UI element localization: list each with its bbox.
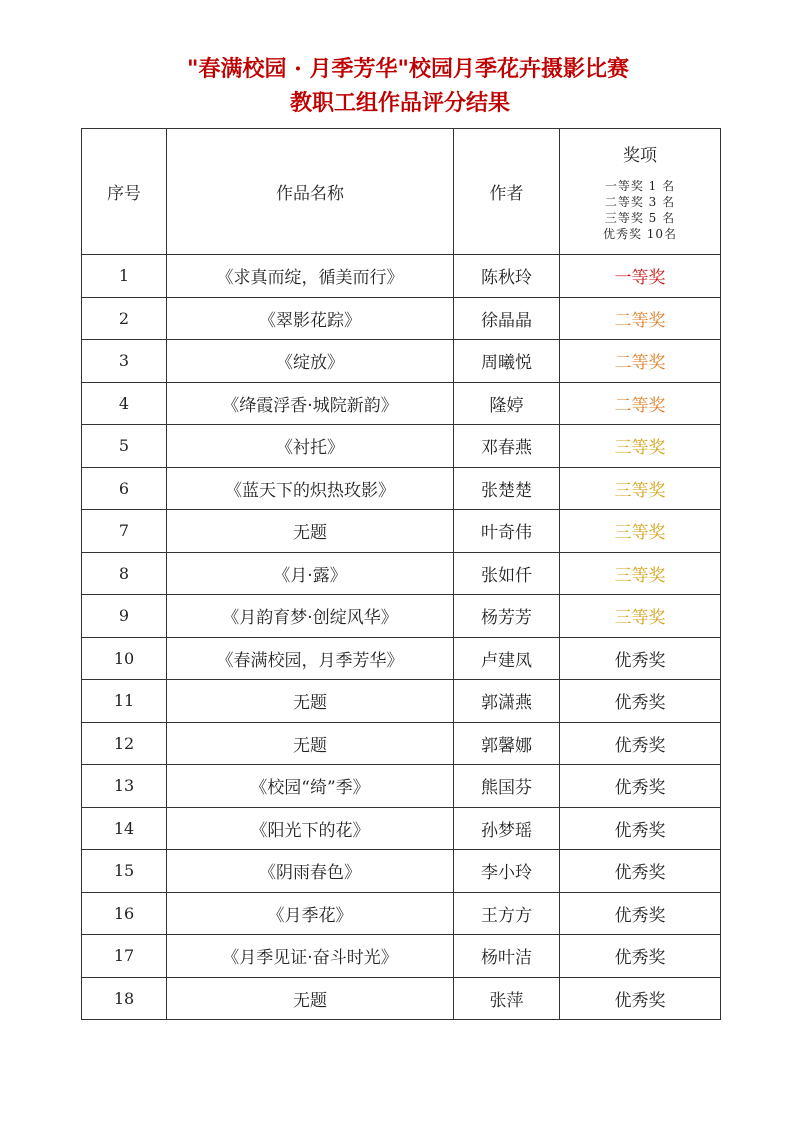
author-name: 李小玲	[454, 850, 560, 893]
award-value: 优秀奖	[560, 935, 721, 978]
author-name: 张如仟	[454, 552, 560, 595]
author-name: 隆婷	[454, 382, 560, 425]
table-row	[82, 680, 721, 723]
table-row	[82, 850, 721, 893]
author-name: 张楚楚	[454, 467, 560, 510]
table-row	[82, 935, 721, 978]
row-number: 13	[82, 765, 167, 808]
header-title: 作品名称	[167, 129, 454, 255]
work-title: 《蓝天下的炽热玫影》	[167, 467, 454, 510]
page-subtitle: 教职工组作品评分结果	[289, 90, 510, 116]
page-title: "春满校园 · 月季芳华"校园月季花卉摄影比赛	[187, 56, 629, 82]
table-row	[82, 340, 721, 383]
work-title: 《阳光下的花》	[167, 807, 454, 850]
author-name: 张萍	[454, 977, 560, 1020]
table-row	[82, 382, 721, 425]
header-no: 序号	[82, 129, 167, 255]
work-title: 《绛霞浮香·城院新韵》	[167, 382, 454, 425]
work-title: 《月韵育梦·创绽风华》	[167, 595, 454, 638]
author-name: 邓春燕	[454, 425, 560, 468]
row-number: 2	[82, 297, 167, 340]
author-name: 王方方	[454, 892, 560, 935]
work-title: 《绽放》	[167, 340, 454, 383]
work-title: 《春满校园，月季芳华》	[167, 637, 454, 680]
table-header-row	[82, 129, 721, 255]
work-title: 《月·露》	[167, 552, 454, 595]
award-value: 二等奖	[560, 382, 721, 425]
table-row	[82, 807, 721, 850]
author-name: 孙梦瑶	[454, 807, 560, 850]
author-name: 叶奇伟	[454, 510, 560, 553]
award-value: 优秀奖	[560, 850, 721, 893]
work-title: 《衬托》	[167, 425, 454, 468]
table-row	[82, 637, 721, 680]
author-name: 杨芳芳	[454, 595, 560, 638]
row-number: 11	[82, 680, 167, 723]
author-name: 周曦悦	[454, 340, 560, 383]
table-row	[82, 977, 721, 1020]
award-quota-second: 二等奖 3 名	[604, 195, 676, 209]
table-row	[82, 722, 721, 765]
work-title: 无题	[167, 977, 454, 1020]
row-number: 14	[82, 807, 167, 850]
author-name: 郭馨娜	[454, 722, 560, 765]
award-value: 三等奖	[560, 595, 721, 638]
award-quota-excellence: 优秀奖 10名	[602, 227, 678, 241]
work-title: 《阴雨春色》	[167, 850, 454, 893]
table-row	[82, 892, 721, 935]
table-row	[82, 765, 721, 808]
row-number: 9	[82, 595, 167, 638]
award-value: 优秀奖	[560, 722, 721, 765]
award-quota-first: 一等奖 1 名	[604, 179, 676, 193]
work-title: 《校园“绮”季》	[167, 765, 454, 808]
table-row	[82, 425, 721, 468]
table-row	[82, 595, 721, 638]
row-number: 4	[82, 382, 167, 425]
award-value: 优秀奖	[560, 765, 721, 808]
award-value: 三等奖	[560, 510, 721, 553]
work-title: 无题	[167, 510, 454, 553]
row-number: 3	[82, 340, 167, 383]
row-number: 16	[82, 892, 167, 935]
author-name: 杨叶洁	[454, 935, 560, 978]
row-number: 5	[82, 425, 167, 468]
award-quota-third: 三等奖 5 名	[604, 211, 676, 225]
award-value: 一等奖	[560, 255, 721, 298]
award-value: 三等奖	[560, 552, 721, 595]
work-title: 无题	[167, 722, 454, 765]
row-number: 8	[82, 552, 167, 595]
award-value: 优秀奖	[560, 977, 721, 1020]
award-value: 二等奖	[560, 297, 721, 340]
author-name: 熊国芬	[454, 765, 560, 808]
work-title: 《月季花》	[167, 892, 454, 935]
award-value: 优秀奖	[560, 807, 721, 850]
author-name: 陈秋玲	[454, 255, 560, 298]
work-title: 无题	[167, 680, 454, 723]
award-value: 优秀奖	[560, 680, 721, 723]
author-name: 徐晶晶	[454, 297, 560, 340]
author-name: 郭潇燕	[454, 680, 560, 723]
award-value: 优秀奖	[560, 637, 721, 680]
award-value: 三等奖	[560, 467, 721, 510]
table-row	[82, 510, 721, 553]
work-title: 《月季见证·奋斗时光》	[167, 935, 454, 978]
work-title: 《翠影花踪》	[167, 297, 454, 340]
row-number: 6	[82, 467, 167, 510]
header-award-label: 奖项	[623, 146, 657, 166]
row-number: 18	[82, 977, 167, 1020]
award-value: 二等奖	[560, 340, 721, 383]
table-row	[82, 297, 721, 340]
results-table	[81, 128, 721, 1020]
award-value: 三等奖	[560, 425, 721, 468]
author-name: 卢建凤	[454, 637, 560, 680]
table-row	[82, 552, 721, 595]
table-row	[82, 255, 721, 298]
row-number: 17	[82, 935, 167, 978]
row-number: 12	[82, 722, 167, 765]
row-number: 10	[82, 637, 167, 680]
row-number: 15	[82, 850, 167, 893]
header-award	[560, 129, 721, 255]
header-author: 作者	[454, 129, 560, 255]
table-row	[82, 467, 721, 510]
row-number: 7	[82, 510, 167, 553]
work-title: 《求真而绽，循美而行》	[167, 255, 454, 298]
table-body	[82, 255, 721, 1020]
row-number: 1	[82, 255, 167, 298]
award-value: 优秀奖	[560, 892, 721, 935]
